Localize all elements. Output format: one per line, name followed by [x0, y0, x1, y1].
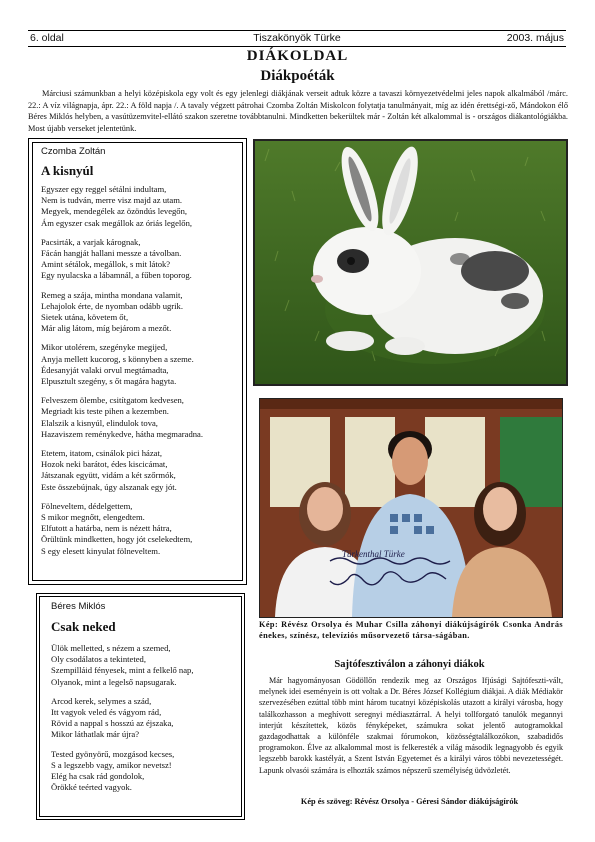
poem-stanza [41, 342, 238, 387]
poem-line: Nem is tudván, merre visz majd az utam. [41, 195, 183, 206]
poem-line: Elfutott a határba, nem is nézett hátra, [41, 523, 172, 534]
poem-line: Rövid a nappal s hosszú az éjszaka, [51, 718, 174, 729]
page-number: 6. oldal [30, 32, 64, 44]
poem-line: Amint sétálok, megállok, s mit látok? [41, 259, 171, 270]
poem-line: Elpusztult szegény, s őt magára hagyta. [41, 376, 177, 387]
rabbit-photo [253, 139, 568, 386]
poem-line: S egy elesett kinyulat fölneveltem. [41, 545, 161, 556]
poem-line: Sietek utána, követem őt, [41, 312, 129, 323]
photo-caption: Kép: Révész Orsolya és Muhar Csilla záhonyi diákújságírók Csonka András énekes, színész, televíziós műsorvezető társa-ságában. [259, 620, 563, 640]
poem-line: Mikor utolérem, szegényke megijed, [41, 342, 168, 353]
poem-line: Ám egyszer csak megállok az óriás legelőn, [41, 217, 193, 228]
poem-line: Hozok neki barátot, édes kiscicámat, [41, 459, 168, 470]
poem-line: S mikor megnőtt, elengedtem. [41, 512, 145, 523]
poem-author: Béres Miklós [51, 601, 106, 612]
poem-line: Pacsirták, a varjak kárognak, [41, 236, 141, 247]
article-credit: Kép és szöveg: Révész Orsolya - Géresi Sándor diákújságírók [300, 797, 519, 806]
poem-line: Etetem, itatom, csinálok pici házat, [41, 448, 162, 459]
article-title: Sajtófesztiválon a záhonyi diákok [334, 659, 485, 670]
poem-line: Lehajolok érte, de nyomban odább ugrik. [41, 300, 183, 311]
poem-line: Olyanok, mint a legelső napsugarak. [51, 676, 177, 687]
poem-body [51, 643, 238, 793]
poem-line: Arcod kerek, selymes a szád, [51, 695, 152, 706]
poem-line: Remeg a szája, mintha mondana valamit, [41, 289, 183, 300]
poem-stanza [41, 290, 238, 335]
poem-title: Csak neked [51, 619, 116, 634]
poem-line: Szempilláid fényesek, mint a felkelő nap, [51, 665, 194, 676]
poem-line: Édesanyját valaki orvul megtámadta, [41, 364, 169, 375]
poem-line: Egy nyulacska a lábamnál, a fűben toporog. [41, 270, 192, 281]
intro-paragraph: Márciusi számunkban a helyi középiskola egy volt és egy jelenlegi diákjának verseit adtuk közre a tavaszi környezetvédelmi jeles napok alkalmából /márc. 22.: A víz világnapja, ápr. 22.: A föld napja /. A tavaly végzett pátrohai Czomba Zoltán Miskolcon folytatja tanulmányait, míg az idén érettségi-ző, Mándokon élő Béres Miklós helyben, a vasútüzemvitel-ellátó szakon szeretne továbbtanulni. Mindketten bekerültek már - Zoltán két alkalommal is - országos diákantológiákba. Most újabb verseket jelentetünk. [28, 89, 568, 133]
poem-line: Tested gyönyörű, mozgásod kecses, [51, 748, 175, 759]
group-photo [259, 398, 563, 618]
poem-body [41, 184, 238, 557]
poem-line: Megyek, mendegélek az özöndús levegőn, [41, 206, 188, 217]
poem-line: Már alig látom, míg bejárom a mezőt. [41, 323, 172, 334]
poem-box-1 [28, 138, 247, 585]
poem-line: Elalszik a kisnyúl, elindulok tova, [41, 417, 158, 428]
poem-stanza [41, 395, 238, 440]
poem-stanza [51, 696, 238, 741]
poem-line: Elég ha csak rád gondolok, [51, 771, 145, 782]
autograph-text: Türkenthal Türke [342, 549, 405, 559]
poem-line: Egyszer egy reggel sétálni indultam, [41, 184, 167, 194]
poem-line: Fölneveltem, dédelgettem, [41, 500, 133, 511]
poem-stanza [41, 184, 238, 229]
poem-line: Hazaviszem reménykedve, hátha megmaradna. [41, 428, 204, 439]
poem-line: Itt vagyok veled és vágyom rád, [51, 707, 162, 718]
poem-title: A kisnyúl [41, 163, 94, 178]
poem-line: Megriadt kis teste pihen a kezemben. [41, 406, 169, 417]
poem-stanza [41, 448, 238, 493]
poem-line: Örökké teérted vagyok. [51, 782, 132, 793]
poem-line: S a legszebb vagy, amikor nevetsz! [51, 759, 172, 770]
poem-stanza [41, 237, 238, 282]
issue-date: 2003. május [506, 32, 564, 44]
section-subtitle: Diákpoéták [260, 68, 335, 84]
poem-line: Játszanak együtt, vidám a két szőrmók, [41, 470, 176, 481]
poem-line: Oly csodálatos a tekinteted, [51, 654, 146, 665]
poem-line: Örültünk mindketten, hogy jót cselekedtem, [41, 534, 193, 545]
poem-line: Este összebújnak, úgy alszanak egy jót. [41, 481, 177, 492]
newspaper-name: Tiszakönyök Türke [253, 32, 341, 44]
poem-line: Mikor láthatlak már újra? [51, 729, 140, 740]
poem-box-2 [36, 593, 245, 820]
poem-line: Anyja mellett kucorog, s könnyben a szeme. [41, 353, 194, 364]
poem-author: Czomba Zoltán [41, 146, 106, 157]
poem-stanza [51, 643, 238, 688]
article-body: Már hagyományosan Gödöllőn rendezik meg az Országos Ifjúsági Sajtófeszti-vált, melynek idei eseményein is ott voltak a Dr. Béres József Kollégium diákjai. A diák Médiakör szervezésében ezúttal több mint három tucatnyi középiskolás utazott a királyi városba, hogy találkozhasson a meghívott seregnyi médiasztárral. A helyi tollforgató tanulók megannyi interjút készítettek, közös fényképeket, számukra sokat jelentő autogramokkal gazdagodhattak a különféle szakmai fórumokon, közösségtalálkozókon, szabadidős programokon. Élve az alkalommal most is felkeresték a világ második legnagyobb és egyik legszebb barokk kastélyát, a Szent István Egyetemet és a királyi város többi nevezetességét. Lapunk olvasói számára is elhozták számos népszerű személyiség üdvözletét. [259, 676, 563, 775]
poem-stanza [51, 749, 238, 794]
poem-line: Felveszem ölembe, csitítgatom kedvesen, [41, 395, 184, 406]
section-title: DIÁKOLDAL [246, 48, 349, 64]
poem-line: Ülök melletted, s nézem a szemed, [51, 643, 171, 653]
poem-line: Fácán hangját hallani messze a távolban. [41, 248, 182, 259]
poem-stanza [41, 501, 238, 557]
page-header [28, 30, 566, 47]
